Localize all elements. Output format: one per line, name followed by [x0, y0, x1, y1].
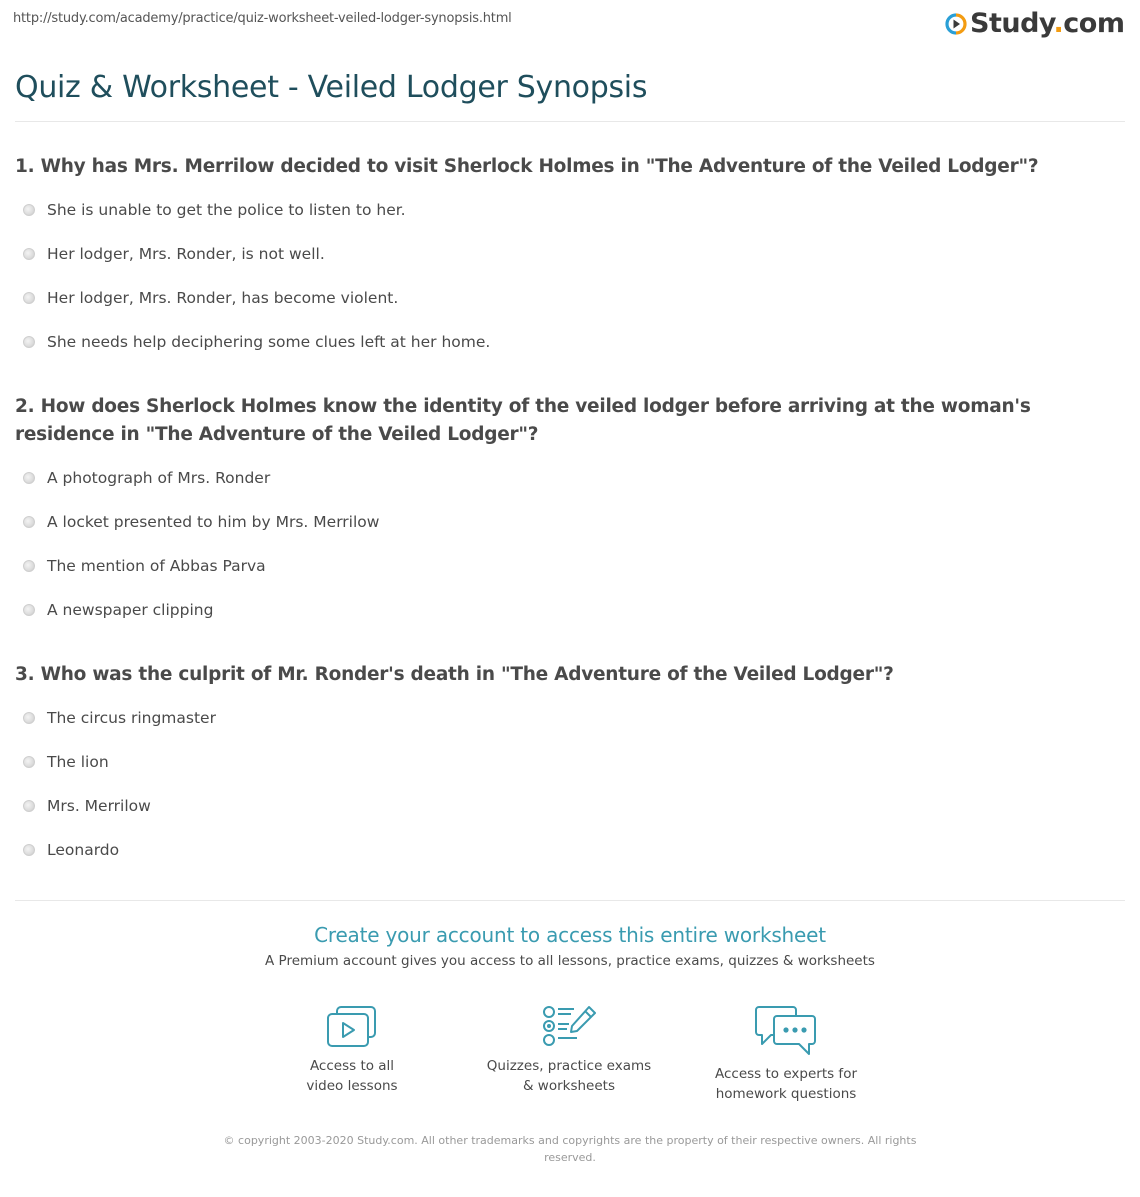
radio-button[interactable]	[23, 204, 35, 216]
radio-button[interactable]	[23, 844, 35, 856]
page-title: Quiz & Worksheet - Veiled Lodger Synopsis	[15, 70, 648, 105]
answer-option[interactable]: She needs help deciphering some clues left at her home.	[23, 320, 490, 364]
feature-quizzes	[469, 1004, 669, 1096]
logo-wordmark: Study.com	[970, 8, 1125, 39]
play-circle-icon	[945, 13, 967, 35]
feature-video-lessons	[252, 1004, 452, 1096]
feature-label: Access to experts for homework questions	[714, 1066, 857, 1102]
radio-button[interactable]	[23, 248, 35, 260]
divider	[15, 900, 1125, 901]
question-2: 2. How does Sherlock Holmes know the identity of the veiled lodger before arriving at the woman's residence in "The Adventure of the Veiled Lodger"?	[15, 396, 1031, 445]
cta-title-link[interactable]: Create your account to access this entire worksheet	[314, 923, 826, 947]
feature-experts	[686, 1004, 886, 1104]
answer-option[interactable]: Mrs. Merrilow	[23, 784, 216, 828]
radio-button[interactable]	[23, 560, 35, 572]
radio-button[interactable]	[23, 604, 35, 616]
answer-option[interactable]: Leonardo	[23, 828, 216, 872]
radio-button[interactable]	[23, 516, 35, 528]
feature-label: Access to all video lessons	[306, 1058, 398, 1094]
feature-label: Quizzes, practice exams & worksheets	[486, 1058, 652, 1094]
radio-button[interactable]	[23, 292, 35, 304]
study-logo[interactable]	[945, 9, 1125, 39]
copyright-footer: © copyright 2003-2020 Study.com. All other trademarks and copyrights are the property of their respective owners. All rights reserved.	[223, 1134, 917, 1164]
quiz-checklist-icon	[539, 1004, 599, 1048]
radio-button[interactable]	[23, 336, 35, 348]
answer-option[interactable]: The circus ringmaster	[23, 696, 216, 740]
chat-bubbles-icon	[753, 1004, 819, 1056]
radio-button[interactable]	[23, 472, 35, 484]
question-1: 1. Why has Mrs. Merrilow decided to visit Sherlock Holmes in "The Adventure of the Veiled Lodger"?	[15, 156, 1039, 177]
video-lessons-icon	[324, 1004, 380, 1048]
radio-button[interactable]	[23, 800, 35, 812]
radio-button[interactable]	[23, 712, 35, 724]
answer-list-3	[23, 696, 216, 872]
answer-option[interactable]: Her lodger, Mrs. Ronder, has become violent.	[23, 276, 490, 320]
cta-subtitle: A Premium account gives you access to all lessons, practice exams, quizzes & worksheets	[265, 953, 875, 969]
answer-option[interactable]: A newspaper clipping	[23, 588, 379, 632]
answer-option[interactable]: Her lodger, Mrs. Ronder, is not well.	[23, 232, 490, 276]
divider	[15, 121, 1125, 122]
answer-option[interactable]: A locket presented to him by Mrs. Merrilow	[23, 500, 379, 544]
page-url: http://study.com/academy/practice/quiz-worksheet-veiled-lodger-synopsis.html	[13, 11, 512, 26]
answer-option[interactable]: A photograph of Mrs. Ronder	[23, 456, 379, 500]
question-3: 3. Who was the culprit of Mr. Ronder's death in "The Adventure of the Veiled Lodger"?	[15, 664, 894, 685]
radio-button[interactable]	[23, 756, 35, 768]
answer-list-1	[23, 188, 490, 364]
answer-option[interactable]: The lion	[23, 740, 216, 784]
answer-option[interactable]: The mention of Abbas Parva	[23, 544, 379, 588]
answer-option[interactable]: She is unable to get the police to listen to her.	[23, 188, 490, 232]
answer-list-2	[23, 456, 379, 632]
